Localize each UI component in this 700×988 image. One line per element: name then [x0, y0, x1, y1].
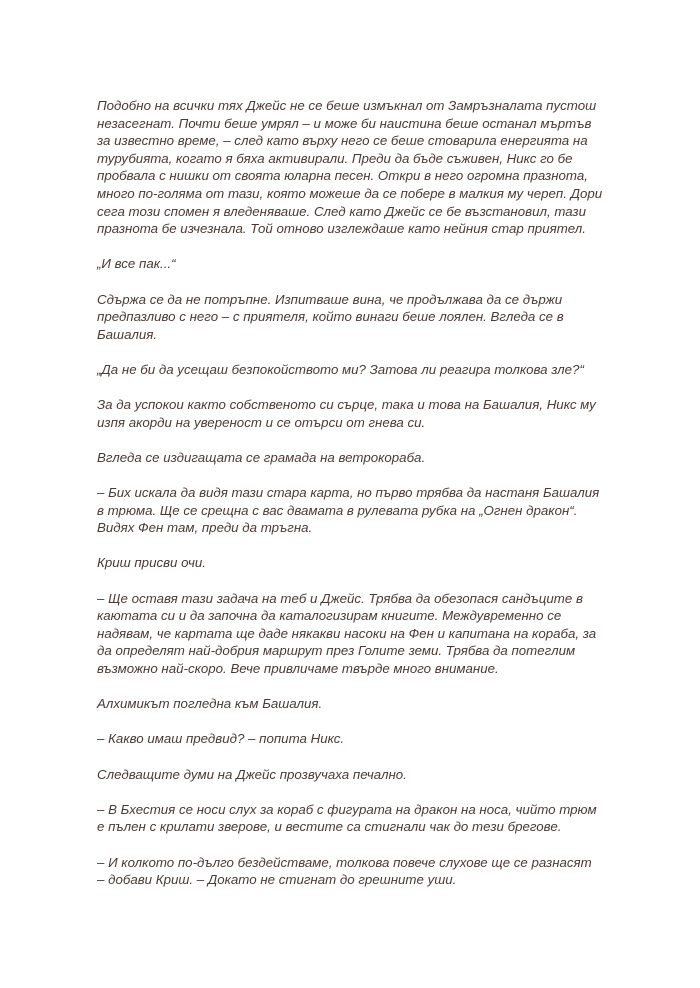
paragraph-8: Криш присви очи.: [97, 555, 206, 571]
paragraph-1: Подобно на всички тях Джейс не се беше измъкнал от Замръзналата пустош незасегнат. Почти беше умрял – и може би наистина беше останал мъртъв за известно време, – след като върху него се беше стоварила енергията на турубията, когато я бяха активирали. Преди да бъде съживен, Никс го бе пробвала с нишки от своята юларна песен. Откри в него огромна празнота, много по-голяма от тази, която можеше да се побере в малкия му череп. Дори сега този спомен я вледеняваше. След като Джейс се бе възстановил, тази празнота бе изчезнала. Той отново изглеждаше като нейния стар приятел.: [97, 98, 603, 237]
paragraph-14: – И колкото по-дълго бездействаме, толкова повече слухове ще се разнасят – добави Криш. – Докато не стигнат до грешните уши.: [97, 854, 592, 888]
paragraph-4: „Да не би да усещаш безпокойството ми? Затова ли реагира толкова зле?“: [97, 361, 584, 377]
paragraph-12: Следващите думи на Джейс прозвучаха печално.: [97, 766, 407, 782]
paragraph-3: Сдържа се да не потръпне. Изпитваше вина, че продължава да се държи предпазливо с него – с приятеля, който винаги беше лоялен. Вгледа се в Башалия.: [97, 291, 564, 342]
paragraph-13: – В Бхестия се носи слух за кораб с фигурата на дракон на носа, чийто трюм е пълен с крилати зверове, и вестите са стигнали чак до тези брегове.: [97, 801, 597, 835]
paragraph-11: – Какво имаш предвид? – попита Никс.: [97, 731, 345, 747]
paragraph-9: – Ще оставя тази задача на теб и Джейс. Трябва да обезопася сандъците в каютата си и да започна да каталогизирам книгите. Междувременно се надявам, че картата ще даде някакви насоки на Фен и капитана на кораба, за да определят най-добрия маршрут през Голите земи. Трябва да потеглим възможно най-скоро. Вече привличаме твърде много внимание.: [97, 590, 597, 676]
paragraph-7: – Бих искала да видя тази стара карта, но първо трябва да настаня Башалия в трюма. Ще се срещна с вас двамата в рулевата рубка на „Огнен дракон“. Видях Фен там, преди да тръгна.: [97, 485, 600, 536]
paragraph-10: Алхимикът погледна към Башалия.: [97, 696, 323, 712]
paragraph-5: За да успокои както собственото си сърце, така и това на Башалия, Никс му изпя акорди на увереност и се отърси от гнева си.: [97, 397, 596, 430]
body-text: [97, 97, 617, 906]
paragraph-2: „И все пак...“: [97, 256, 176, 272]
paragraph-6: Вгледа се издигащата се грамада на ветрокораба.: [97, 449, 426, 465]
